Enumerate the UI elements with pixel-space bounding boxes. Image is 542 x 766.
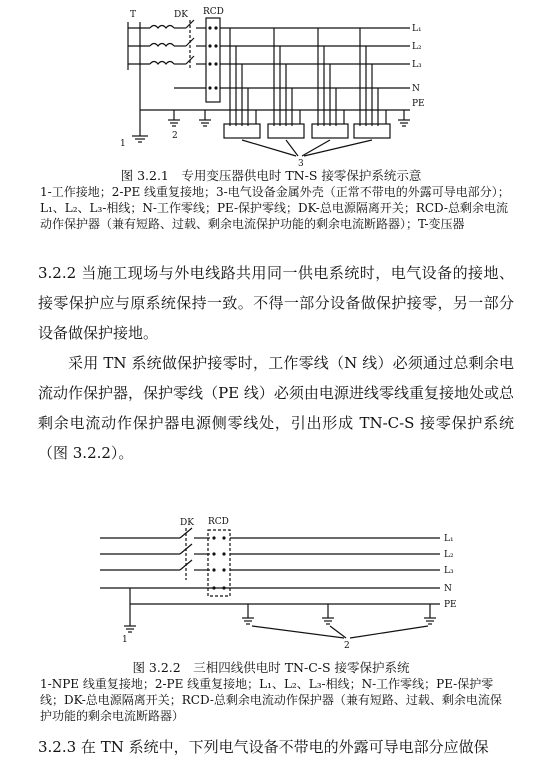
transformer-coil-left xyxy=(150,26,174,65)
figure-3-2-1 xyxy=(0,0,542,168)
tn-s-diagram xyxy=(0,0,542,168)
tn-c-s-diagram xyxy=(0,508,542,656)
figure-3-2-2-caption: 图 3.2.2 三相四线供电时 TN-C-S 接零保护系统 xyxy=(132,660,410,675)
label-1: 1 xyxy=(120,139,126,149)
label-dk: DK xyxy=(180,518,194,528)
label-l1: L₁ xyxy=(444,534,454,544)
figure-3-2-2-legend: 1-NPE 线重复接地；2-PE 线重复接地；L₁、L₂、L₃-相线；N-工作零线；PE-保护零线；DK-总电源隔离开关；RCD-总剩余电流动作保护器（兼有短路、过载、剩余电流保护功能的剩余电流断路器） xyxy=(40,677,502,723)
label-n: N xyxy=(412,84,420,94)
label-rcd: RCD xyxy=(208,517,229,527)
label-pe: PE xyxy=(444,600,457,610)
label-1: 1 xyxy=(122,635,128,645)
label-2: 2 xyxy=(344,641,350,651)
figure-3-2-1-caption: 图 3.2.1 专用变压器供电时 TN-S 接零保护系统示意 xyxy=(120,168,422,183)
label-l2: L₂ xyxy=(444,550,454,560)
section-3-2-3: 3.2.3 在 TN 系统中，下列电气设备不带电的外露可导电部分应做保 xyxy=(38,738,489,756)
label-l3: L₃ xyxy=(412,60,422,70)
label-dk: DK xyxy=(174,10,188,20)
label-l2: L₂ xyxy=(412,42,422,52)
label-3: 3 xyxy=(298,159,304,168)
label-pe: PE xyxy=(412,99,425,109)
label-n: N xyxy=(444,584,452,594)
figure-3-2-2 xyxy=(0,508,542,656)
figure-3-2-1-legend: 1-工作接地；2-PE 线重复接地；3-电气设备金属外壳（正常不带电的外露可导电部分）；L₁、L₂、L₃-相线；N-工作零线；PE-保护零线；DK-总电源隔离开关；RCD-总剩余电流动作保护器（兼有短路、过载、剩余电流保护功能的剩余电流断路器）；T-变压器 xyxy=(40,185,510,231)
label-2: 2 xyxy=(172,131,178,141)
label-t: T xyxy=(130,10,137,20)
paragraph-tn-system: 采用 TN 系统做保护接零时，工作零线（N 线）必须通过总剩余电流动作保护器，保护零线（PE 线）必须由电源进线零线重复接地处或总剩余电流动作保护器电源侧零线处，引出形成 TN-C-S 接零保护系统（图 3.2.2）。 xyxy=(38,354,514,462)
label-l3: L₃ xyxy=(444,566,454,576)
label-rcd: RCD xyxy=(203,7,224,17)
section-3-2-2: 3.2.2 当施工现场与外电线路共用同一供电系统时，电气设备的接地、接零保护应与原系统保持一致。不得一部分设备做保护接零，另一部分设备做保护接地。 xyxy=(38,264,514,342)
label-l1: L₁ xyxy=(412,24,422,34)
